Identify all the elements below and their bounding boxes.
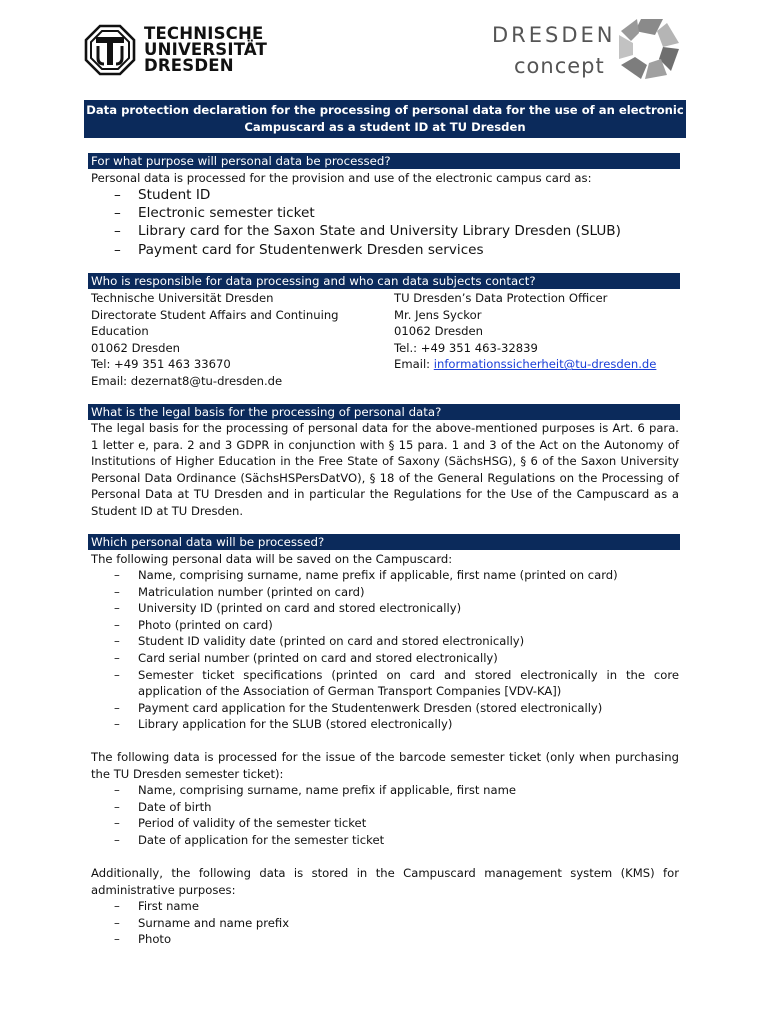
list-item: – Name, comprising surname, name prefix if applicable, first name — [91, 782, 679, 799]
list-item: – Period of validity of the semester ticket — [91, 815, 679, 832]
dpo-email-line — [394, 356, 684, 373]
list-item: – Library card for the Saxon State and University Library Dresden (SLUB) — [91, 222, 679, 240]
kms-data-list — [91, 898, 679, 948]
list-item: – Student ID validity date (printed on card and stored electronically) — [91, 633, 679, 650]
document-title — [84, 100, 686, 138]
dpo-email-link[interactable]: informationssicherheit@tu-dresden.de — [433, 357, 657, 372]
logo-line-1: TECHNISCHE — [144, 24, 264, 43]
logo-line-3: DRESDEN — [144, 56, 234, 75]
address-line: 01062 Dresden — [394, 324, 484, 339]
purpose-intro: Personal data is processed for the provision and use of the electronic campus card as: — [91, 171, 592, 185]
controller-address — [91, 290, 381, 390]
personal-data-intro: The following personal data will be saved on the Campuscard: — [91, 552, 453, 566]
barcode-intro: The following data is processed for the issue of the barcode semester ticket (only when purchasing the TU Dresden semester ticket): — [91, 750, 679, 781]
list-item: – Photo (printed on card) — [91, 617, 679, 634]
list-item: – Photo — [91, 931, 679, 948]
kms-intro: Additionally, the following data is stored in the Campuscard management system (KMS) for administrative purposes: — [91, 866, 679, 897]
list-item: – Semester ticket specifications (printed on card and stored electronically in the core application of the Association of German Transport Companies [VDV-KA]) — [91, 667, 679, 700]
list-item: – Electronic semester ticket — [91, 204, 679, 222]
list-item: – Payment card application for the Studentenwerk Dresden (stored electronically) — [91, 700, 679, 717]
tu-dresden-emblem-icon — [84, 24, 136, 76]
tu-dresden-logo — [84, 22, 274, 78]
logo-line-2: UNIVERSITÄT — [144, 40, 268, 59]
legal-basis-text: The legal basis for the processing of personal data for the above-mentioned purposes is Art. 6 para. 1 letter e, para. 2 and 3 GDPR in conjunction with § 15 para. 1 and 3 of the Act on the Autonomy of Institutions of Higher Education in the Free State of Saxony (SächsHSG), § 6 of the Saxon University Personal Data Ordinance (SächsHSPersDatVO), § 18 of the General Regulations on the Processing of Personal Data at TU Dresden and in particular the Regulations for the Use of the Campuscard as a Student ID at TU Dresden. — [91, 421, 679, 518]
address-line: Tel: +49 351 463 33670 — [91, 357, 231, 372]
section-heading-legal-basis: What is the legal basis for the processing of personal data? — [88, 404, 680, 420]
dpo-address — [394, 290, 684, 373]
barcode-data-list — [91, 782, 679, 848]
list-item: – Card serial number (printed on card and stored electronically) — [91, 650, 679, 667]
address-line: Tel.: +49 351 463-32839 — [394, 340, 538, 355]
dresden-concept-word-2: concept — [514, 54, 605, 78]
section-heading-personal-data: Which personal data will be processed? — [88, 534, 680, 550]
list-item: – Date of application for the semester ticket — [91, 832, 679, 849]
list-item: – University ID (printed on card and stored electronically) — [91, 600, 679, 617]
list-item: – Payment card for Studentenwerk Dresden services — [91, 241, 679, 259]
dresden-concept-logo — [492, 14, 687, 84]
purpose-list — [91, 186, 679, 259]
address-line: Education — [91, 324, 149, 339]
tu-dresden-wordmark — [144, 26, 267, 74]
address-line: Email: dezernat8@tu-dresden.de — [91, 373, 283, 388]
address-line: TU Dresden’s Data Protection Officer — [394, 291, 608, 305]
title-line-2: Campuscard as a student ID at TU Dresden — [244, 120, 526, 134]
list-item: – Student ID — [91, 186, 679, 204]
address-line: Mr. Jens Syckor — [394, 307, 482, 322]
list-item: – Name, comprising surname, name prefix if applicable, first name (printed on card) — [91, 567, 679, 584]
list-item: – Surname and name prefix — [91, 915, 679, 932]
section-heading-responsible: Who is responsible for data processing and who can data subjects contact? — [88, 273, 680, 289]
title-line-1: Data protection declaration for the processing of personal data for the use of an electronic — [86, 103, 684, 117]
list-item: – Matriculation number (printed on card) — [91, 584, 679, 601]
email-label: Email: — [394, 357, 434, 372]
address-line: Technische Universität Dresden — [91, 291, 274, 305]
list-item: – Library application for the SLUB (stored electronically) — [91, 716, 679, 733]
section-heading-purpose: For what purpose will personal data be processed? — [88, 153, 680, 169]
list-item: – Date of birth — [91, 799, 679, 816]
dresden-concept-word-1: DRESDEN — [492, 23, 616, 47]
address-line: 01062 Dresden — [91, 340, 181, 355]
dresden-concept-emblem-icon — [614, 14, 684, 84]
address-line: Directorate Student Affairs and Continuing — [91, 307, 339, 322]
personal-data-list — [91, 567, 679, 733]
list-item: – First name — [91, 898, 679, 915]
